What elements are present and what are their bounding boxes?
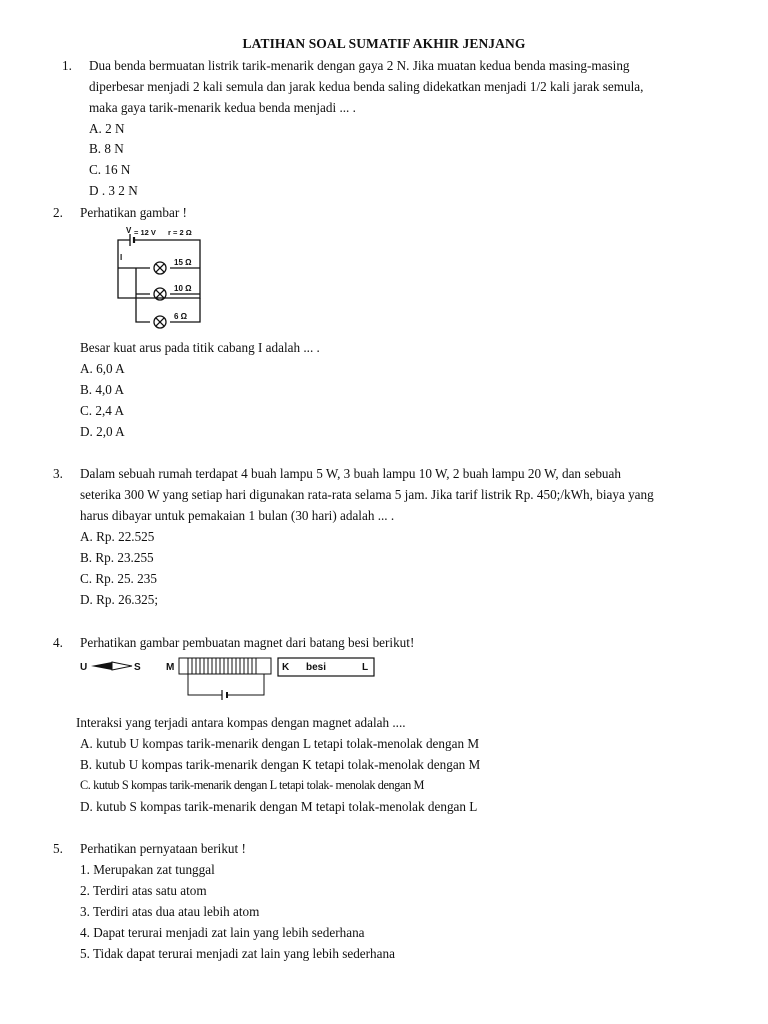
- option-c[interactable]: C. 2,4 A: [80, 403, 124, 418]
- option-b[interactable]: B. Rp. 23.255: [80, 550, 154, 565]
- resistor-15-label: 15 Ω: [174, 258, 192, 267]
- circuit-diagram: [108, 222, 228, 334]
- question-number: 2.: [53, 205, 63, 220]
- statement-item: 3. Terdiri atas dua atau lebih atom: [80, 904, 260, 919]
- voltage-value: = 12 V: [134, 228, 156, 237]
- question-text-line: Dalam sebuah rumah terdapat 4 buah lampu 5 W, 3 buah lampu 10 W, 2 buah lampu 20 W, dan sebuah: [80, 466, 621, 481]
- question-text-line: maka gaya tarik-menarik kedua benda menjadi ... .: [89, 100, 356, 115]
- question-number: 5.: [53, 841, 63, 856]
- question-text: Besar kuat arus pada titik cabang I adalah ... .: [80, 340, 320, 355]
- magnet-diagram: [76, 655, 376, 705]
- internal-resistance-label: r = 2 Ω: [168, 228, 192, 237]
- statement-item: 5. Tidak dapat terurai menjadi zat lain yang lebih sederhana: [80, 946, 395, 961]
- statement-item: 2. Terdiri atas satu atom: [80, 883, 207, 898]
- option-c[interactable]: C. Rp. 25. 235: [80, 571, 157, 586]
- statement-item: 1. Merupakan zat tunggal: [80, 862, 215, 877]
- option-a[interactable]: A. Rp. 22.525: [80, 529, 155, 544]
- question-text-line: Dua benda bermuatan listrik tarik-menarik dengan gaya 2 N. Jika muatan kedua benda masing-masing: [89, 58, 630, 73]
- compass-needle-icon: [91, 662, 132, 670]
- pole-l-label: L: [362, 662, 369, 673]
- option-d[interactable]: D . 3 2 N: [89, 183, 138, 198]
- option-a[interactable]: A. 2 N: [89, 121, 125, 136]
- option-b[interactable]: B. kutub U kompas tarik-menarik dengan K tetapi tolak-menolak dengan M: [80, 757, 481, 772]
- resistor-6-label: 6 Ω: [174, 312, 188, 321]
- option-d[interactable]: D. 2,0 A: [80, 424, 125, 439]
- question-text-line: seterika 300 W yang setiap hari digunakan rata-rata selama 5 jam. Jika tarif listrik Rp. 450;/kWh, biaya yang: [80, 487, 654, 502]
- iron-bar-label: besi: [306, 662, 327, 673]
- option-a[interactable]: A. kutub U kompas tarik-menarik dengan L tetapi tolak-menolak dengan M: [80, 736, 480, 751]
- resistor-10-label: 10 Ω: [174, 284, 192, 293]
- option-c[interactable]: C. 16 N: [89, 162, 131, 177]
- pole-k-label: K: [282, 662, 290, 673]
- question-number: 3.: [53, 466, 63, 481]
- question-text: Perhatikan pernyataan berikut !: [80, 841, 246, 856]
- option-a[interactable]: A. 6,0 A: [80, 361, 125, 376]
- question-text: Interaksi yang terjadi antara kompas dengan magnet adalah ....: [76, 715, 406, 730]
- question-text-line: diperbesar menjadi 2 kali semula dan jarak kedua benda saling didekatkan menjadi 1/2 kali jarak semula,: [89, 79, 644, 94]
- question-text: Perhatikan gambar !: [80, 205, 187, 220]
- question-text-line: harus dibayar untuk pemakaian 1 bulan (30 hari) adalah ... .: [80, 508, 395, 523]
- current-label: I: [120, 253, 123, 262]
- question-number: 1.: [62, 58, 72, 73]
- question-text: Perhatikan gambar pembuatan magnet dari batang besi berikut!: [80, 635, 415, 650]
- page-title: LATIHAN SOAL SUMATIF AKHIR JENJANG: [242, 36, 526, 51]
- option-b[interactable]: B. 4,0 A: [80, 382, 124, 397]
- option-b[interactable]: B. 8 N: [89, 141, 124, 156]
- compass-u-label: U: [80, 662, 88, 673]
- option-d[interactable]: D. Rp. 26.325;: [80, 592, 159, 607]
- option-c[interactable]: C. kutub S kompas tarik-menarik dengan L tetapi tolak- menolak dengan M: [80, 778, 425, 792]
- voltage-label: V: [126, 226, 132, 235]
- question-number: 4.: [53, 635, 63, 650]
- compass-s-label: S: [134, 662, 141, 673]
- statement-item: 4. Dapat terurai menjadi zat lain yang lebih sederhana: [80, 925, 365, 940]
- option-d[interactable]: D. kutub S kompas tarik-menarik dengan M tetapi tolak-menolak dengan L: [80, 799, 478, 814]
- pole-m-label: M: [166, 662, 175, 673]
